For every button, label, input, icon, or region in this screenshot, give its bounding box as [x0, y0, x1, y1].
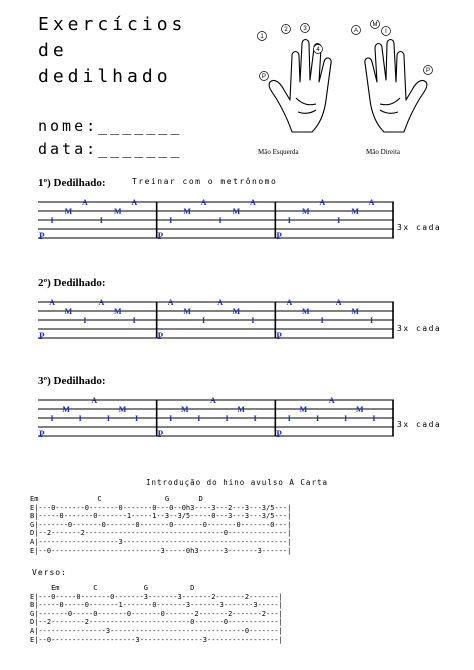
hands-illustration — [252, 20, 444, 144]
finger-note: M — [113, 207, 122, 216]
finger-note: I — [50, 216, 54, 225]
bass-note-p: P — [276, 331, 282, 341]
svg-text:A: A — [353, 28, 359, 35]
finger-note: I — [218, 216, 222, 225]
section-3-title: 3º) Dedilhado: — [38, 375, 106, 387]
date-field[interactable]: data:_______ — [38, 140, 183, 158]
verse-tab-line: A|----------------3--------------------------------0-------| — [30, 626, 283, 635]
verse-tablature — [30, 584, 283, 644]
section-1-repeat: 3x cada — [397, 223, 442, 232]
finger-note: M — [351, 207, 359, 216]
finger-note: M — [62, 405, 70, 414]
finger-note: I — [315, 414, 320, 423]
finger-note: M — [351, 307, 359, 316]
finger-note: A — [249, 198, 256, 207]
sheet-title-line-3: dedilhado — [38, 66, 172, 87]
finger-note: I — [287, 216, 291, 225]
verse-tab-line: G|-------0-----0-------0-------0-------2-------2-------2---| — [30, 609, 283, 618]
finger-note: M — [183, 307, 191, 316]
section-3-repeat: 3x cada — [397, 420, 442, 429]
finger-note: I — [132, 316, 136, 325]
finger-note: M — [237, 405, 245, 414]
finger-note: I — [106, 414, 110, 423]
svg-text:2: 2 — [284, 27, 288, 34]
finger-note: I — [197, 414, 201, 423]
right-hand-icon — [365, 40, 427, 133]
svg-text:3: 3 — [303, 26, 307, 33]
finger-note: A — [217, 298, 223, 307]
finger-note: M — [356, 405, 364, 414]
finger-note: I — [337, 216, 341, 225]
svg-text:P: P — [261, 74, 267, 81]
finger-note: M — [113, 307, 122, 316]
finger-note: M — [301, 307, 310, 316]
finger-note: M — [64, 207, 73, 216]
section-2-title: 2º) Dedilhado: — [38, 277, 106, 289]
finger-note: M — [232, 307, 241, 316]
finger-note: I — [372, 414, 376, 423]
finger-note: I — [251, 316, 255, 325]
finger-note: A — [131, 198, 138, 207]
finger-note: M — [183, 207, 191, 216]
intro-tablature — [30, 495, 291, 555]
section-3-staff — [38, 394, 394, 442]
finger-note: I — [83, 316, 87, 325]
intro-tab-line: A|-------------------3---------------------------------------| — [30, 537, 292, 546]
finger-note: I — [135, 414, 139, 423]
verse-tab-line: D|--2--------2------------------------0-------0------------| — [30, 618, 283, 627]
bass-note-p: P — [157, 231, 164, 241]
finger-note: M — [180, 405, 189, 414]
finger-note: I — [287, 414, 291, 423]
finger-note: I — [253, 414, 257, 423]
left-hand-icon — [269, 40, 331, 133]
left-hand-label: Mão Esquerda — [258, 148, 299, 156]
svg-text:P: P — [425, 68, 431, 75]
section-2-repeat: 3x cada — [397, 324, 442, 333]
bass-note-p: P — [39, 429, 45, 439]
finger-note: I — [201, 316, 206, 325]
intro-tab-line: B|-----0-------0-------1-----1--3--3/5-----0---3---3---3/5---| — [30, 512, 292, 521]
finger-note: I — [225, 414, 229, 423]
name-field[interactable]: nome:_______ — [38, 117, 183, 135]
bass-note-p: P — [276, 231, 282, 241]
finger-note: A — [91, 396, 98, 405]
verse-tab-line: E|---0-----0-------0-------3-------3-------2-------2-------| — [30, 592, 283, 601]
finger-note: I — [344, 414, 348, 423]
intro-tab-line: Em C G D — [30, 495, 203, 503]
finger-note: A — [49, 298, 55, 307]
intro-tab-line: E|---0-------0-------0-------0---0--0h3----3---2---3---3/5---| — [30, 503, 292, 512]
verse-tab-line: B|-----0-----0-------1-------0-------3-------3-------3-----| — [30, 601, 283, 610]
finger-note: A — [335, 298, 342, 307]
section-1-note: Treinar com o metrônomo — [132, 177, 278, 186]
verse-label: Verso: — [32, 568, 67, 577]
verse-tab-line: Em C G D — [30, 584, 195, 592]
verse-tab-line: E|--0--------------------3---------------3-----------------| — [30, 635, 283, 644]
intro-heading: Introdução do hino avulso A Carta — [145, 478, 328, 487]
finger-note: A — [319, 198, 326, 207]
finger-note: M — [301, 207, 310, 216]
section-1-staff — [38, 196, 394, 244]
finger-note: M — [118, 405, 127, 414]
svg-text:4: 4 — [316, 47, 320, 54]
svg-text:1: 1 — [260, 34, 264, 41]
intro-tab-line: E|--0--------------------------3-----0h3------3-------3------| — [30, 546, 292, 555]
svg-text:M: M — [372, 22, 378, 29]
bass-note-p: P — [39, 231, 45, 241]
section-1-title: 1º) Dedilhado: — [38, 177, 106, 189]
finger-note: A — [81, 198, 88, 207]
finger-note: I — [78, 414, 82, 423]
right-hand-label: Mão Direita — [366, 148, 401, 156]
finger-note: A — [328, 396, 335, 405]
finger-note: I — [99, 216, 103, 225]
finger-note: M — [299, 405, 308, 414]
finger-note: A — [210, 396, 216, 405]
finger-note: A — [286, 298, 293, 307]
sheet-title-line-2: de — [38, 40, 68, 61]
finger-note: M — [232, 207, 241, 216]
finger-note: I — [320, 316, 324, 325]
finger-note: A — [167, 298, 174, 307]
bass-note-p: P — [157, 429, 164, 439]
bass-note-p: P — [276, 429, 282, 439]
finger-note: I — [169, 414, 173, 423]
intro-tab-line: D|--2-------2---------------------------------0--------------| — [30, 529, 292, 538]
finger-note: I — [369, 316, 374, 325]
finger-note: M — [64, 307, 73, 316]
finger-note: A — [98, 298, 105, 307]
sheet-title-line-1: Exercícios — [38, 14, 187, 35]
svg-text:I: I — [385, 29, 387, 36]
finger-note: I — [50, 414, 54, 423]
finger-note: A — [368, 198, 375, 207]
finger-note: I — [169, 216, 173, 225]
intro-tab-line: G|-------0-------0-------0-------0-------0-------0-------0---| — [30, 520, 292, 529]
finger-note: A — [200, 198, 207, 207]
bass-note-p: P — [157, 331, 164, 341]
bass-note-p: P — [39, 331, 45, 341]
section-2-staff — [38, 296, 394, 344]
